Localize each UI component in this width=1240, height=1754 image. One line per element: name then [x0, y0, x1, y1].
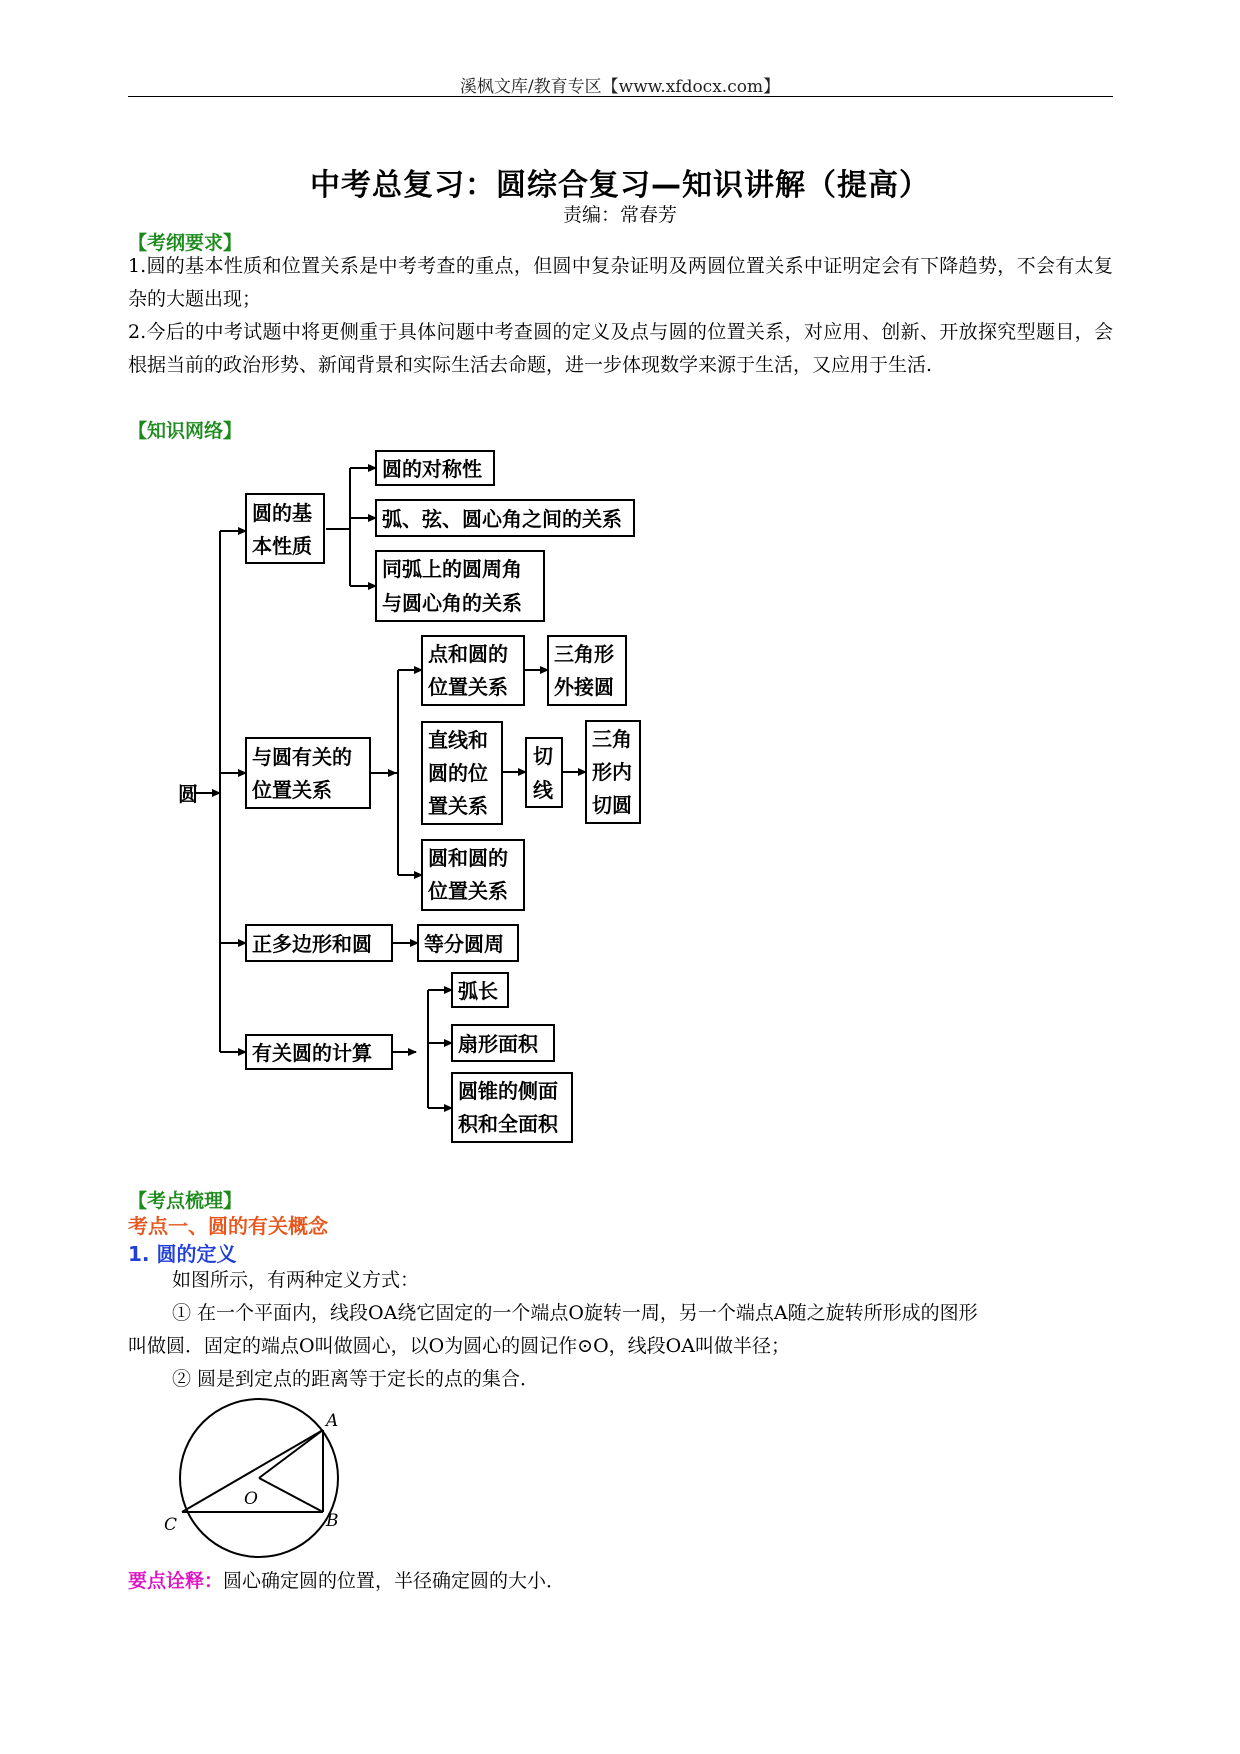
definition-2: ② 圆是到定点的距离等于定长的点的集合．	[172, 1368, 540, 1390]
node-incircle-line1: 三角	[592, 727, 632, 751]
node-line-circle-line1: 直线和	[428, 728, 488, 752]
node-arc-length: 弧长	[458, 979, 498, 1003]
definition-intro: 如图所示，有两种定义方式：	[172, 1269, 420, 1291]
label-A: A	[326, 1411, 339, 1431]
node-line-circle-line3: 置关系	[428, 794, 488, 818]
node-circle-circle-line2: 位置关系	[428, 879, 508, 903]
editor-line: 责编：常春芳	[562, 204, 677, 226]
definition-1-line1: ① 在一个平面内，线段OA绕它固定的一个端点O旋转一周，另一个端点A随之旋转所形成的图形	[172, 1302, 978, 1324]
node-arc-chord: 弧、弦、圆心角之间的关系	[382, 507, 622, 531]
requirement-paragraph-1: 1.圆的基本性质和位置关系是中考考查的重点，但圆中复杂证明及两圆位置关系中证明定会有下降趋势，不会有太复杂的大题出现；	[128, 255, 1113, 310]
requirements-heading: 【考纲要求】	[128, 232, 243, 254]
document-title: 中考总复习：圆综合复习—知识讲解（提高）	[310, 168, 930, 203]
node-circle-circle-line1: 圆和圆的	[428, 846, 508, 870]
node-incircle-line3: 切圆	[592, 793, 632, 817]
points-heading: 【考点梳理】	[128, 1190, 243, 1212]
node-line-circle-line2: 圆的位	[428, 761, 488, 785]
node-cone-line1: 圆锥的侧面	[458, 1079, 558, 1103]
node-inscribed-line2: 与圆心角的关系	[382, 591, 522, 615]
node-position-line1: 与圆有关的	[252, 745, 352, 769]
node-sector-area: 扇形面积	[458, 1032, 538, 1056]
circle-figure	[160, 1392, 360, 1562]
node-cone-line2: 积和全面积	[458, 1112, 558, 1136]
requirement-paragraph-2: 2.今后的中考试题中将更侧重于具体问题中考查圆的定义及点与圆的位置关系，对应用、创新、开放探究型题目，会根据当前的政治形势、新闻背景和实际生活去命题，进一步体现数学来源于生活，又应用于生活.	[128, 321, 1113, 376]
node-tangent-line2: 线	[533, 778, 553, 802]
node-tangent-line1: 切	[533, 744, 553, 768]
label-B: B	[326, 1511, 339, 1531]
node-circumcircle-line1: 三角形	[554, 642, 614, 666]
page-header: 溪枫文库/教育专区【www.xfdocx.com】	[459, 77, 781, 97]
node-position-line2: 位置关系	[252, 778, 332, 802]
network-heading: 【知识网络】	[128, 420, 243, 442]
node-symmetry: 圆的对称性	[382, 457, 482, 481]
node-root: 圆	[178, 782, 198, 806]
label-C: C	[164, 1515, 178, 1535]
node-circumcircle-line2: 外接圆	[554, 675, 614, 699]
node-incircle-line2: 形内	[592, 760, 632, 784]
node-division: 等分圆周	[424, 932, 504, 956]
point1-subtitle: 1. 圆的定义	[128, 1242, 237, 1266]
label-O: O	[244, 1489, 258, 1509]
key-note-text: 圆心确定圆的位置，半径确定圆的大小．	[223, 1570, 566, 1592]
definition-1-line2: 叫做圆．固定的端点O叫做圆心，以O为圆心的圆记作⊙O，线段OA叫做半径；	[128, 1335, 790, 1357]
node-point-circle-line1: 点和圆的	[428, 642, 508, 666]
node-inscribed-line1: 同弧上的圆周角	[382, 557, 522, 581]
node-point-circle-line2: 位置关系	[428, 675, 508, 699]
node-basic-line2: 本性质	[252, 534, 312, 558]
node-calc: 有关圆的计算	[252, 1041, 372, 1065]
point1-title: 考点一、圆的有关概念	[128, 1214, 328, 1238]
node-basic-line1: 圆的基	[252, 501, 312, 525]
key-note-label: 要点诠释：	[128, 1570, 224, 1592]
key-note	[128, 1566, 565, 1593]
node-polygon: 正多边形和圆	[252, 932, 372, 956]
